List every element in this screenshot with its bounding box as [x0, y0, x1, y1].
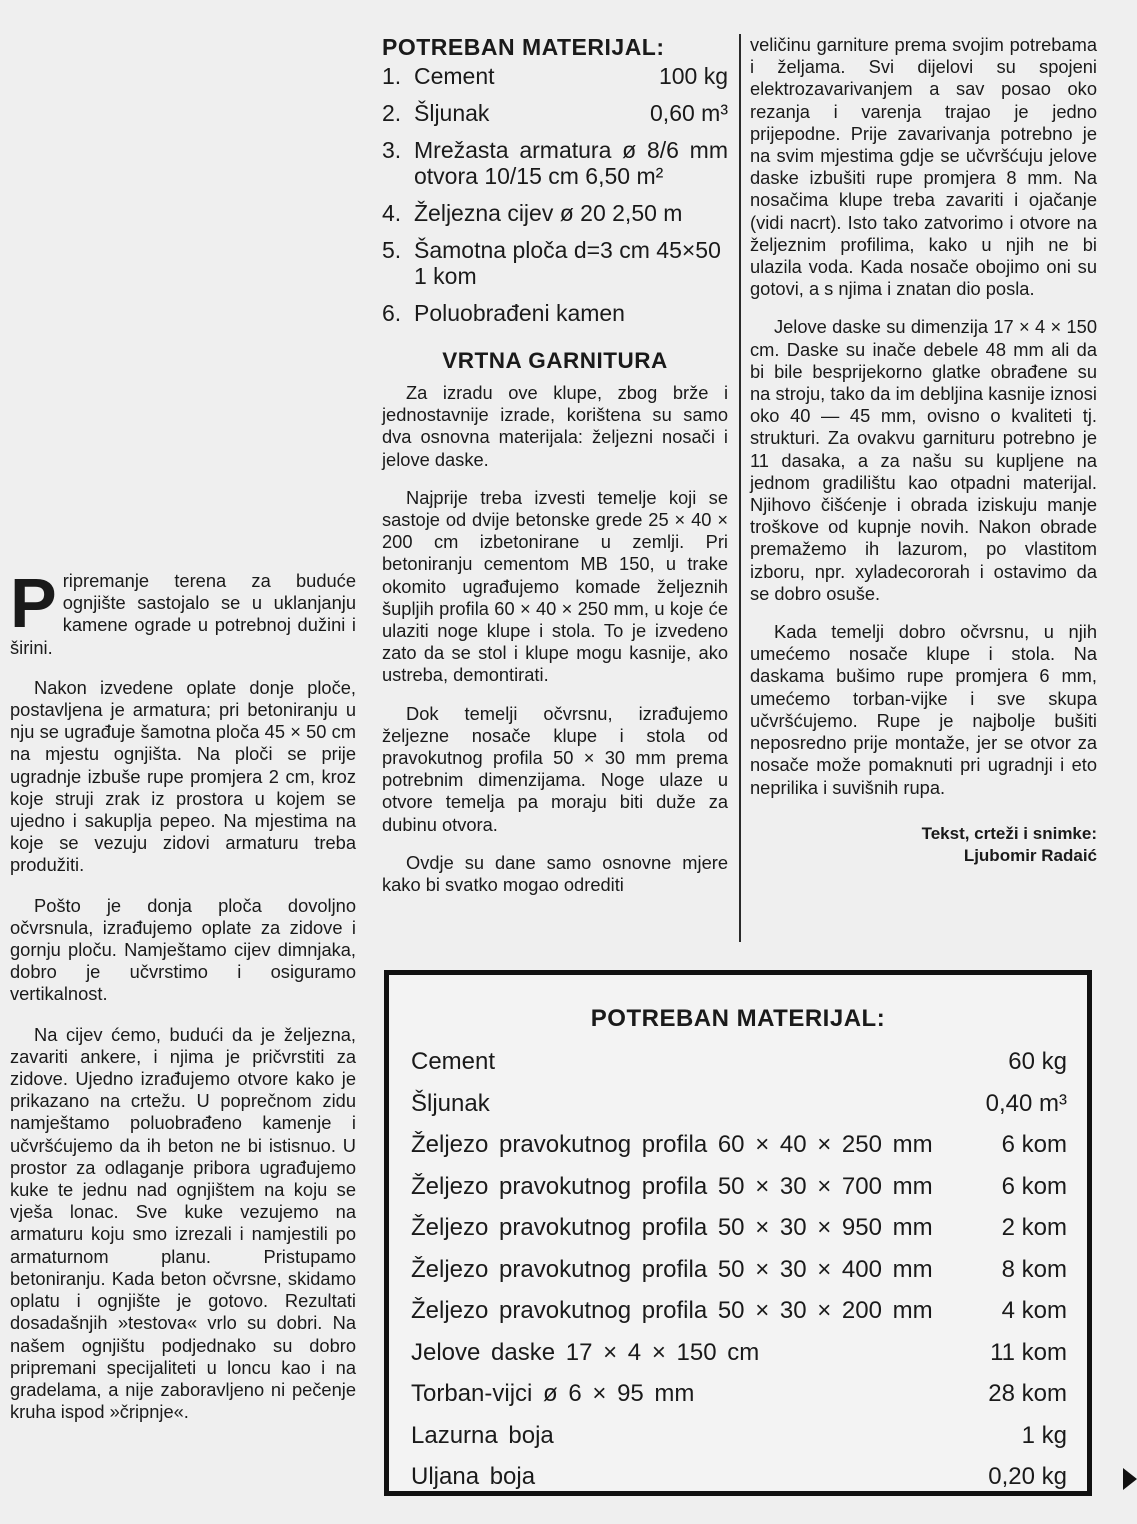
- paragraph: Pošto je donja ploča dovoljno očvrsnula, izrađujemo oplate za zidove i gornju ploču. Namještamo cijev dimnjaka, dobro je učvrstimo i osiguramo vertikalnost.: [10, 894, 356, 1005]
- right-column: [750, 34, 1097, 867]
- table-row: Željezo pravokutnog profila 50 × 30 × 950 mm 2 kom: [411, 1214, 1067, 1241]
- materials-box: [384, 970, 1092, 1496]
- credits: [750, 823, 1097, 867]
- table-row: Torban-vijci ø 6 × 95 mm 28 kom: [411, 1380, 1067, 1407]
- list-item: 4. Željezna cijev ø 20 2,50 m: [382, 200, 683, 226]
- paragraph: Najprije treba izvesti temelje koji se sastoje od dvije betonske grede 25 × 40 × 200 cm izbetonirane u zemlji. Pri betoniranju cementom MB 150, u trake okomito ugrađujemo komade željeznih šupljih profila 60 × 40 × 250 mm, u koje će ulaziti noge klupe i stola. To je izvedeno zato da se stol i klupe mogu kasnije, ako ustreba, demontirati.: [382, 486, 728, 686]
- box-title: POTREBAN MATERIJAL:: [590, 1005, 886, 1032]
- list-item: 5. Šamotna ploča d=3 cm 45×50 1 kom: [382, 237, 721, 289]
- list-item: 1. Cement 100 kg: [382, 63, 728, 89]
- paragraph: Ovdje su dane samo osnovne mjere kako bi svatko mogao odrediti: [382, 851, 728, 896]
- middle-column: [382, 34, 728, 896]
- column-divider: [739, 34, 741, 942]
- table-row: Jelove daske 17 × 4 × 150 cm 11 kom: [411, 1338, 1067, 1366]
- paragraph: Za izradu ove klupe, zbog brže i jednostavnije izrade, korištena su samo dva osnovna materijala: željezni nosači i jelove daske.: [382, 382, 728, 470]
- table-row: Željezo pravokutnog profila 50 × 30 × 700 mm 6 kom: [411, 1172, 1067, 1200]
- table-row: Cement 60 kg: [411, 1048, 1067, 1075]
- materials-list: [382, 63, 728, 326]
- table-row: Željezo pravokutnog profila 50 × 30 × 400 mm 8 kom: [411, 1255, 1067, 1283]
- paragraph: Na cijev ćemo, budući da je željezna, zavariti ankere, i njima je pričvrstiti za zidove. Ujedno izrađujemo otvore kako je prikazano na crtežu. U poprečnom zidu namještamo poluobrađeno kamenje i učvršćujemo da ih beton ne bi istisnuo. U prostor za odlaganje pribora ugrađujemo kuke te jednu nad ognjištem na koju se vješa lonac. Sve kuke vezujemo na armaturu koju smo izrezali i namjestili po armaturnom planu. Pristupamo betoniranju. Kada beton očvrsne, skidamo oplatu i ognjište je gotovo. Rezultati dosadašnjih »testova« vrlo su dobri. Na našem ognjištu podjednako su dobro pripremani specijaliteti u loncu kao i na gradelama, a nije zaboravljeno ni pečenje kruha ispod »čripnje«.: [10, 1023, 356, 1423]
- table-row: Željezo pravokutnog profila 50 × 30 × 200 mm 4 kom: [411, 1297, 1067, 1324]
- drop-cap: P: [10, 564, 57, 642]
- paragraph: Nakon izvedene oplate donje ploče, postavljena je armatura; pri betoniranju u nju se ugrađuje šamotna ploča 45 × 50 cm na mjestu ognjišta. Na ploči se prije ugradnje izbuše rupe promjera 2 cm, kroz koje struji zrak iz prostora u kojem se ujedno i sakuplja pepeo. Na mjestima na koje se vezuju zidovi armaturu treba produžiti.: [10, 676, 356, 876]
- credits-label: Tekst, crteži i snimke:: [921, 823, 1097, 843]
- intro-text: ripremanje terena za buduće ognjište sastojalo se u uklanjanju kamene ograde u potrebnoj dužini i širini.: [10, 570, 356, 658]
- section-heading: VRTNA GARNITURA: [442, 348, 668, 373]
- table-row: Uljana boja 0,20 kg: [411, 1463, 1067, 1490]
- paragraph: Jelove daske su dimenzija 17 × 4 × 150 cm. Daske su inače debele 48 mm ali da bi bile besprijekorno glatke obrađene su na stroju, tako da im debljina kasnije iznosi oko 40 — 45 mm, ovisno o kvaliteti tj. strukturi. Za ovakvu garnituru potrebno je 11 dasaka, a za našu su kupljene na jednom gradilištu kao otpadni materijal. Njihovo čišćenje i obrada iziskuju manje troškove od kupnje novih. Nakon obrade premažemo ih lazurom, po vlastitom izboru, npr. xyladecororah i ostavimo da se dobro osuše.: [750, 316, 1097, 604]
- credits-name: Ljubomir Radaić: [963, 845, 1097, 865]
- list-item: 6. Poluobrađeni kamen: [382, 300, 625, 326]
- list-item: 2. Šljunak 0,60 m³: [382, 100, 728, 126]
- box-rows: [411, 1041, 1067, 1498]
- materials-title: POTREBAN MATERIJAL:: [382, 34, 665, 60]
- paragraph: Dok temelji očvrsnu, izrađujemo željezne nosače klupe i stola od pravokutnog profila 50 × 30 mm prema potrebnim dimenzijama. Noge ulaze u otvore temelja pa moraju biti duže za dubinu otvora.: [382, 702, 728, 835]
- paragraph: veličinu garniture prema svojim potrebama i željama. Svi dijelovi su spojeni elektrozavarivanjem a sav posao oko rezanja i varenja trajao je jedno prijepodne. Prije zavarivanja potrebno je na svim mjestima gdje se učvršćuju jelove daske izbušiti rupe promjera 8 mm. Na nosačima klupe treba zavariti i ojačanje (vidi nacrt). Isto tako zatvorimo i otvore na željeznim profilima, kako u njih ne bi ulazila voda. Kada nosače obojimo oni su gotovi, a s njima i znatan dio posla.: [750, 34, 1097, 300]
- table-row: Lazurna boja 1 kg: [411, 1421, 1067, 1449]
- list-item: 3. Mrežasta armatura ø 8/6 mm otvora 10/15 cm 6,50 m²: [382, 137, 728, 189]
- table-row: Željezo pravokutnog profila 60 × 40 × 250 mm 6 kom: [411, 1131, 1067, 1158]
- table-row: Šljunak 0,40 m³: [411, 1089, 1067, 1117]
- right-triangle-icon: [1123, 1468, 1137, 1490]
- left-column: [10, 564, 356, 1423]
- paragraph: Kada temelji dobro očvrsnu, u njih umećemo nosače klupe i stola. Na daskama bušimo rupe promjera 6 mm, umećemo torban-vijke i sve skupa učvršćujemo. Rupe je najbolje bušiti neposredno prije montaže, jer se otvor za nosače može pomaknuti pri ugradnji i eto neprilika i suvišnih rupa.: [750, 621, 1097, 798]
- intro-paragraph: [10, 564, 356, 659]
